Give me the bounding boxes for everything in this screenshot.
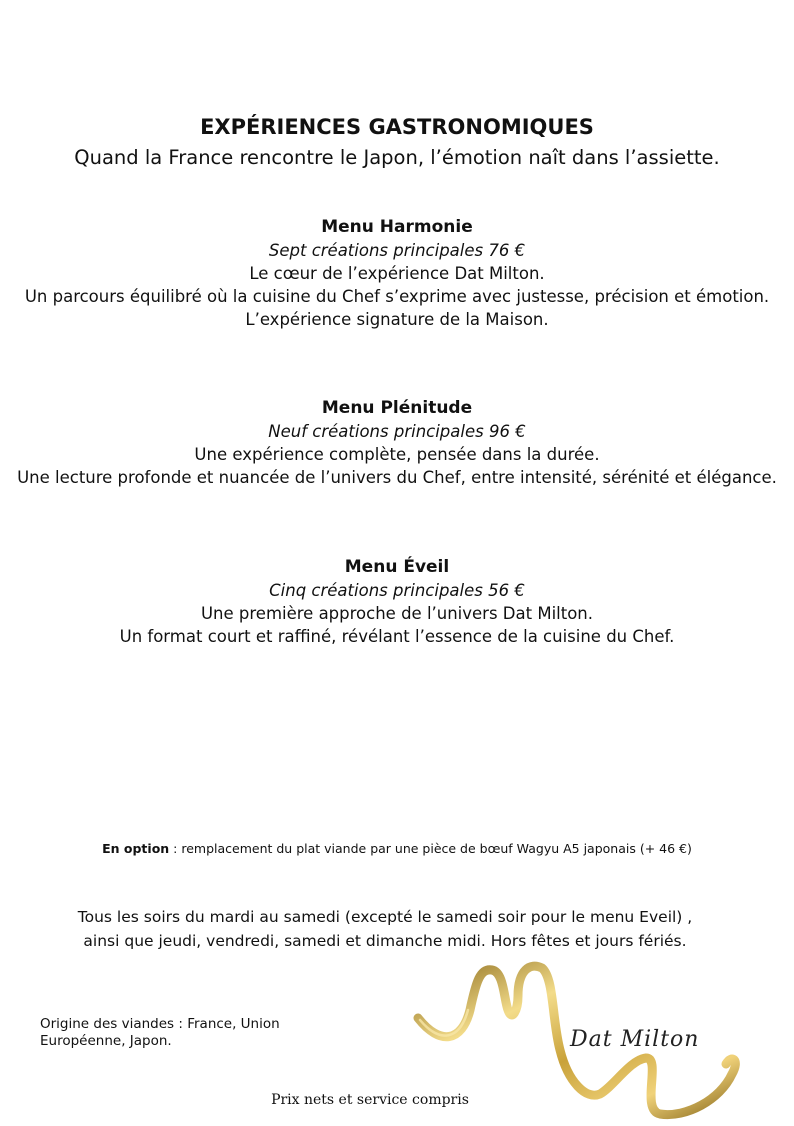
menu-name: Menu Plénitude [321,398,473,418]
menu-description-line: Un format court et raffiné, révélant l’essence de la cuisine du Chef. [119,627,675,646]
menu-description-line: Un parcours équilibré où la cuisine du Chef s’exprime avec justesse, précision et émotion. [24,287,770,306]
option-text: : remplacement du plat viande par une pièce de bœuf Wagyu A5 japonais (+ 46 €) [169,841,692,856]
menu-description-line: Une expérience complète, pensée dans la durée. [194,445,600,464]
menu-price: Sept créations principales 76 € [268,241,526,260]
price-notice: Prix nets et service compris [271,1092,469,1108]
signature-text: Dat Milton [570,1027,700,1052]
menu-price: Cinq créations principales 56 € [269,581,525,600]
page-subtitle: Quand la France rencontre le Japon, l’émotion naît dans l’assiette. [74,146,720,169]
option-label: En option [102,841,170,856]
menu-name: Menu Harmonie [321,217,473,237]
page-title: EXPÉRIENCES GASTRONOMIQUES [200,115,594,139]
menu-description-line: Le cœur de l’expérience Dat Milton. [249,264,545,283]
menu-price: Neuf créations principales 96 € [268,422,526,441]
menu-plenitude [10,397,784,489]
menu-description-line: Une première approche de l’univers Dat Milton. [200,604,594,623]
menu-name: Menu Éveil [344,557,450,577]
menu-eveil [10,556,784,648]
wagyu-option [0,841,794,856]
menu-description-line: Une lecture profonde et nuancée de l’univers du Chef, entre intensité, sérénité et élégance. [17,468,777,487]
meat-origin: Origine des viandes : France, Union Européenne, Japon. [40,1016,280,1049]
opening-schedule: Tous les soirs du mardi au samedi (excepté le samedi soir pour le menu Eveil) , ainsi que jeudi, vendredi, samedi et dimanche midi. Hors fêtes et jours fériés. [77,908,693,950]
menu-harmonie [10,216,784,331]
menu-description-line: L’expérience signature de la Maison. [245,310,549,329]
